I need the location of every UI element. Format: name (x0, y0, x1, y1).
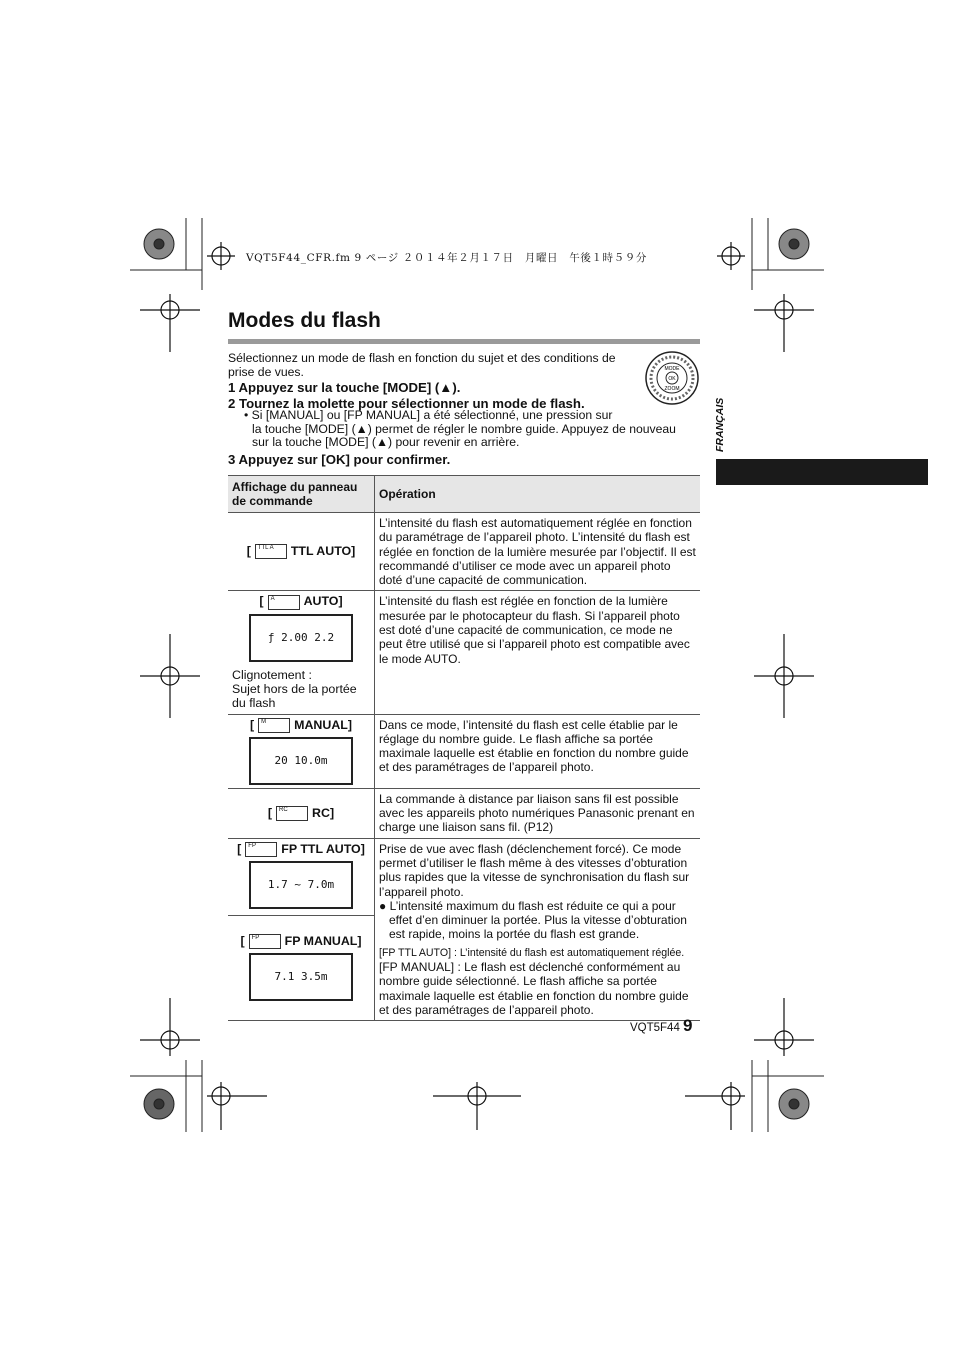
lcd-panel-auto: ƒ 2.00 2.2 (249, 614, 353, 662)
lcd-panel-manual: 20 10.0m (249, 737, 353, 785)
cell-auto: [ A AUTO] ƒ 2.00 2.2 Clignotement : Sujet hors de la portée du flash (228, 591, 375, 714)
table-row (228, 838, 700, 1021)
footer-code: VQT5F44 (630, 1022, 680, 1034)
page-title: Modes du flash (228, 309, 381, 332)
op-auto: L’intensité du flash est réglée en fonction de la lumière mesurée par le photocapteur du flash. Si l’appareil photo est doté d’une capacité de communication, ce mode ne peut être utilisé que si l’appareil photo est compatible avec le mode AUTO. (375, 591, 701, 714)
cell-ttl-auto: [ TTL A TTL AUTO] (228, 513, 375, 591)
title-rule (228, 339, 700, 344)
table-row (228, 788, 700, 838)
table-row (228, 714, 700, 788)
table-header-row (228, 476, 700, 513)
step-1: 1 Appuyez sur la touche [MODE] (▲). (228, 380, 461, 395)
lcd-panel-fp-ttl: 1.7 ~ 7.0m (249, 861, 353, 909)
step-2-note (244, 409, 700, 450)
dial-zoom-label: ZOOM (664, 386, 680, 392)
dial-mode-label: MODE (664, 366, 680, 372)
language-tab: FRANÇAIS (714, 397, 726, 452)
blink-title: Clignotement : (232, 667, 312, 682)
fp-ttl-mode-icon: FP (245, 842, 277, 857)
cell-manual: [ M MANUAL] 20 10.0m (228, 714, 375, 788)
op-fp-3: [FP TTL AUTO] : L’intensité du flash est automatiquement réglée. (379, 946, 685, 959)
header-display: Affichage du panneau de commande (228, 476, 375, 513)
op-fp-1: Prise de vue avec flash (déclenchement forcé). Ce mode permet d’utiliser le flash même à des vitesses d’obturation plus rapides que la vitesse de synchronisation du flash sur l’appareil photo. (379, 841, 690, 899)
manual-mode-icon: M (258, 718, 290, 733)
table-row (228, 513, 700, 591)
label-rc: RC] (312, 805, 335, 820)
op-manual: Dans ce mode, l’intensité du flash est celle établie par le réglage du nombre guide. Le flash affiche sa portée maximale laquelle est établie en fonction du nombre guide et des paramétrages de l’appareil photo. (375, 714, 701, 788)
label-fp-manual: FP MANUAL] (284, 933, 362, 948)
cell-fp: [ FP FP TTL AUTO] 1.7 ~ 7.0m [ FP FP MANUAL] 7.1 3.5m (228, 838, 375, 1021)
rc-mode-icon: RC (276, 806, 308, 821)
file-header: VQT5F44_CFR.fm 9 ページ ２０１４年２月１７日 月曜日 午後１時５９分 (246, 252, 647, 264)
op-rc: La commande à distance par liaison sans fil est possible avec les appareils photo numériques Panasonic prenant en charge une liaison sans fil. (P12) (375, 788, 701, 838)
label-ttl-auto: TTL AUTO] (290, 544, 356, 559)
auto-mode-icon: A (268, 595, 300, 610)
dial-ok-label: OK (668, 376, 676, 382)
label-fp-ttl-auto: FP TTL AUTO] (281, 841, 365, 856)
step-2: 2 Tournez la molette pour sélectionner un mode de flash. (228, 396, 585, 411)
note-line-1: • Si [MANUAL] ou [FP MANUAL] a été sélectionné, une pression sur (244, 408, 613, 422)
page-number: 9 (683, 1016, 693, 1035)
ttl-mode-icon: TTL A (255, 544, 287, 559)
op-fp-4: [FP MANUAL] : Le flash est déclenché conformément au nombre guide sélectionné. Le flash affiche sa portée maximale laquelle est établie en fonction du nombre guide et des paramétrages de l’appareil photo. (379, 960, 689, 1017)
label-manual: MANUAL] (294, 717, 352, 732)
table-row (228, 591, 700, 714)
op-fp-2: ● L’intensité maximum du flash est réduite ce qui a pour effet d’en diminuer la portée. Plus la vitesse d’obturation est rapide, moins la portée du flash est grande. (379, 898, 687, 942)
language-tab-bar (716, 459, 928, 485)
label-auto: AUTO] (303, 594, 343, 609)
note-line-3: sur la touche [MODE] (▲) pour revenir en arrière. (252, 435, 520, 449)
blink-text: Sujet hors de la portée du flash (232, 682, 357, 711)
intro-text: Sélectionnez un mode de flash en fonction du sujet et des conditions de prise de vues. (228, 351, 616, 379)
fp-manual-mode-icon: FP (249, 934, 281, 949)
lcd-panel-fp-manual: 7.1 3.5m (249, 953, 353, 1001)
op-ttl-auto: L’intensité du flash est automatiquement réglée en fonction du paramétrage de l’appareil photo. L’intensité du flash est réglée en fonction de la lumière mesurée par l’objectif. Il est recommandé d’utiliser ce mode avec un appareil photo doté d’une capacité de communication. (375, 513, 701, 591)
mode-dial-icon (644, 350, 700, 406)
step-3: 3 Appuyez sur [OK] pour confirmer. (228, 452, 451, 467)
cell-rc: [ RC RC] (228, 788, 375, 838)
op-fp (375, 838, 701, 1021)
header-operation: Opération (375, 476, 701, 513)
note-line-2: la touche [MODE] (▲) permet de régler le nombre guide. Appuyez de nouveau (252, 421, 676, 436)
flash-modes-table (228, 475, 700, 1021)
